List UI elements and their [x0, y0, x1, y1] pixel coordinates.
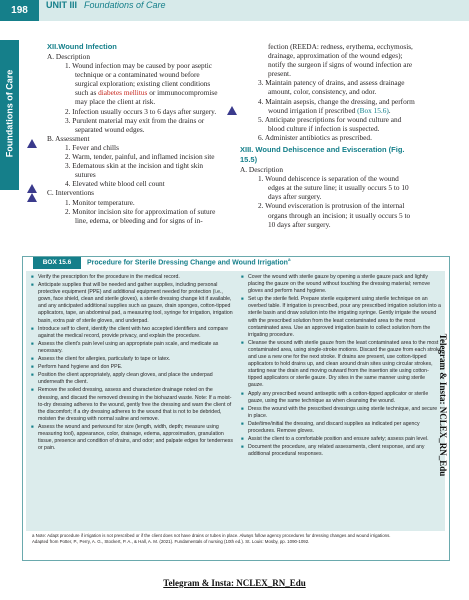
box-bullet-item: ■ Remove the soiled dressing, assess and characterize drainage noted on the dressing, and discard the removed dressing in the biohazard waste. Note: If a moist-to-dry dressing adheres to the wound, gently free the dressing and warn the client of the discomfort; if a dry dressing adheres to the wound that is not to be debrided, moisten the dressing with normal saline and remove. — [38, 386, 234, 422]
priority-triangle-icon — [227, 106, 237, 115]
box-bullet-item: ■ Dress the wound with the prescribed dressings using sterile technique, and secure in place. — [248, 405, 442, 420]
box-bullet-item: ■ Document the procedure, any related assessments, client response, and any additional procedural responses. — [248, 443, 442, 458]
item-c2-continued: fection (REEDA: redness, erythema, ecchymosis, drainage, approximation of the wound edges); notify the surgeon if signs of wound infection are present. — [268, 42, 413, 79]
box-bullet-item: ■ Position the client appropriately, apply clean gloves, and place the underpad underneath the client. — [38, 371, 234, 386]
box-bullet-item: ■ Assess the wound and periwound for size (length, width, depth; measure using measuring tool), appearance, color, drainage, edema, approximation, granulation tissue, presence and condition of drains, and odor; and palpate edges for tenderness or pain. — [38, 423, 234, 452]
item-c1: 1. Monitor temperature. — [65, 197, 135, 207]
subsection-a: A. Description — [47, 52, 90, 61]
box-note-text: a Note: Adapt procedure if irrigation is not prescribed or if the client does not have drains or tubes in place. Always follow agency procedures for dressing changes and wound irrigations. — [32, 533, 391, 538]
item-c3: 3. Maintain patency of drains, and assess drainage amount, color, consistency, and odor. — [258, 78, 405, 97]
item-a2: 2. Wound evisceration is protrusion of the internal organs through an incision; it usually occurs 5 to 10 days after surgery. — [258, 201, 411, 229]
side-tab-label: Foundations of Care — [4, 69, 15, 158]
priority-triangle-icon — [27, 139, 37, 148]
item-b4: 4. Elevated white blood cell count — [65, 179, 165, 189]
item-c4: 4. Maintain asepsis, change the dressing, and perform wound irrigation if prescribed (Box 15.6). — [258, 96, 415, 115]
item-a1: 1. Wound dehiscence is separation of the wound edges at the suture line; it usually occurs 5 to 10 days after surgery. — [258, 174, 409, 202]
box-bullet-item: ■ Assist the client to a comfortable position and ensure safety; assess pain level. — [248, 435, 442, 443]
item-a3: 3. Purulent material may exit from the drains or separated wound edges. — [65, 115, 205, 134]
item-a2: 2. Infection usually occurs 3 to 6 days after surgery. — [65, 106, 217, 116]
unit-title: Foundations of Care — [84, 0, 166, 10]
item-b1: 1. Fever and chills — [65, 142, 119, 152]
box-left-column — [31, 273, 234, 452]
item-b2: 2. Warm, tender, painful, and inflamed incision site — [65, 152, 215, 162]
unit-label: UNIT III — [46, 0, 77, 10]
box-bullet-item: ■ Introduce self to client, identify the client with two accepted identifiers and compare against the medical record, provide privacy, and explain the procedure. — [38, 325, 234, 340]
item-c5: 5. Anticipate prescriptions for wound culture and blood culture if infection is suspected. — [258, 114, 402, 133]
priority-triangle-icon — [27, 193, 37, 202]
box-bullet-item: ■ Cover the wound with sterile gauze by opening a sterile gauze pack and lightly placing the gauze on the wound without touching the dressing material; remove gloves and perform hand hygiene. — [248, 273, 442, 295]
right-column — [240, 42, 416, 229]
condition-link: diabetes mellitus — [98, 88, 148, 98]
box-reference-link: (Box 15.6) — [357, 105, 389, 115]
item-c6: 6. Administer antibiotics as prescribed. — [258, 132, 372, 142]
section-heading: XII.Wound Infection — [47, 42, 117, 51]
box-bullet-item: ■ Assess the client's pain level using an appropriate pain scale, and medicate as necessary. — [38, 340, 234, 355]
box-bullet-item: ■ Assess the client for allergies, particularly to tape or latex. — [38, 355, 234, 363]
subsection-a: A. Description — [240, 165, 283, 175]
box-right-column — [241, 273, 442, 458]
box-title: Procedure for Sterile Dressing Change and Wound Irrigation$^a$ — [87, 257, 291, 267]
box-bullet-item: ■ Cleanse the wound with sterile gauze from the least contaminated area to the most contaminated area, using single-stroke motions. Discard the gauze from each stroke and use a new one for the next stroke. If drains are present, use cotton-tipped applicators to hold drains up, and clean around drain sites using circular strokes, starting near the drain and moving outward from the insertion site using cotton-tipped applicators or sterile gauze. Dry sites in the same manner using sterile gauze. — [248, 339, 442, 390]
page-number: 198 — [0, 0, 39, 21]
box-bullet-item: ■ Perform hand hygiene and don PPE. — [38, 363, 234, 371]
box-bullet-item: ■ Set up the sterile field. Prepare sterile equipment using sterile technique on an overbed table. If irrigation is prescribed, pour any prescribed irrigation solution into a sterile basin and draw solution into the irrigating syringe. Gently irrigate the wound with the prescribed solution from the least contaminated area to the most contaminated area. Use an approved irrigation basin to collect solution from the irrigating procedure. — [248, 295, 442, 339]
box-bullet-item: ■ Date/time/initial the dressing, and discard supplies as indicated per agency procedures. Remove gloves. — [248, 420, 442, 435]
box-bullet-item: ■ Anticipate supplies that will be needed and gather supplies, including personal protective equipment (PPE) and additional equipment needed for protection (i.e., gown, face shield, clean and sterile gloves), a sterile dressing change kit if available, and any anticipated additional supplies such as gauze, drain sponges, cotton-tipped applicators, tape, an abdominal pad, a measuring tool, syringe for irrigation, irrigation basin, extra pair of sterile gloves, and underpad. — [38, 281, 234, 325]
left-column — [47, 42, 221, 225]
figure-reference-link: (Fig. 15.5) — [240, 145, 405, 165]
subsection-b: B. Assessment — [47, 133, 90, 143]
box-bullet-item: ■ Apply any prescribed wound antiseptic with a cotton-tipped applicator or sterile gauze, using the same technique as when cleansing the wound. — [248, 390, 442, 405]
watermark-bottom: Telegram & Insta: NCLEX_RN_Edu — [163, 578, 306, 588]
box-source-text: Adapted from Potter, P., Perry, A. G., Stockert, P. A., & Hall, A. M. (2021). Fundamentals of nursing (10th ed.). St. Louis: Mosby, pp. 1090-1092. — [32, 539, 310, 544]
box-footnote — [32, 533, 442, 545]
watermark-vertical: Telegram & Insta: NCLEX_RN_Edu — [438, 333, 448, 477]
item-c2: 2. Monitor incision site for approximation of suture line, edema, or bleeding and for signs of in- — [65, 206, 216, 225]
item-a1: 1. Wound infection may be caused by poor aseptic technique or a contaminated wound before surgical exploration; existing client conditions such as diabetes mellitus or immunocompromise may place the client at risk. — [65, 61, 218, 107]
subsection-c: C. Interventions — [47, 188, 95, 198]
section-heading: XIII. Wound Dehiscence and Evisceration (Fig. 15.5) — [240, 145, 405, 165]
item-b3: 3. Edematous skin at the incision and tight skin sutures — [65, 161, 204, 180]
box-tag: BOX 15.6 — [33, 257, 81, 269]
box-bullet-item: ■ Verify the prescription for the procedure in the medical record. — [38, 273, 234, 281]
priority-triangle-icon — [27, 184, 37, 193]
